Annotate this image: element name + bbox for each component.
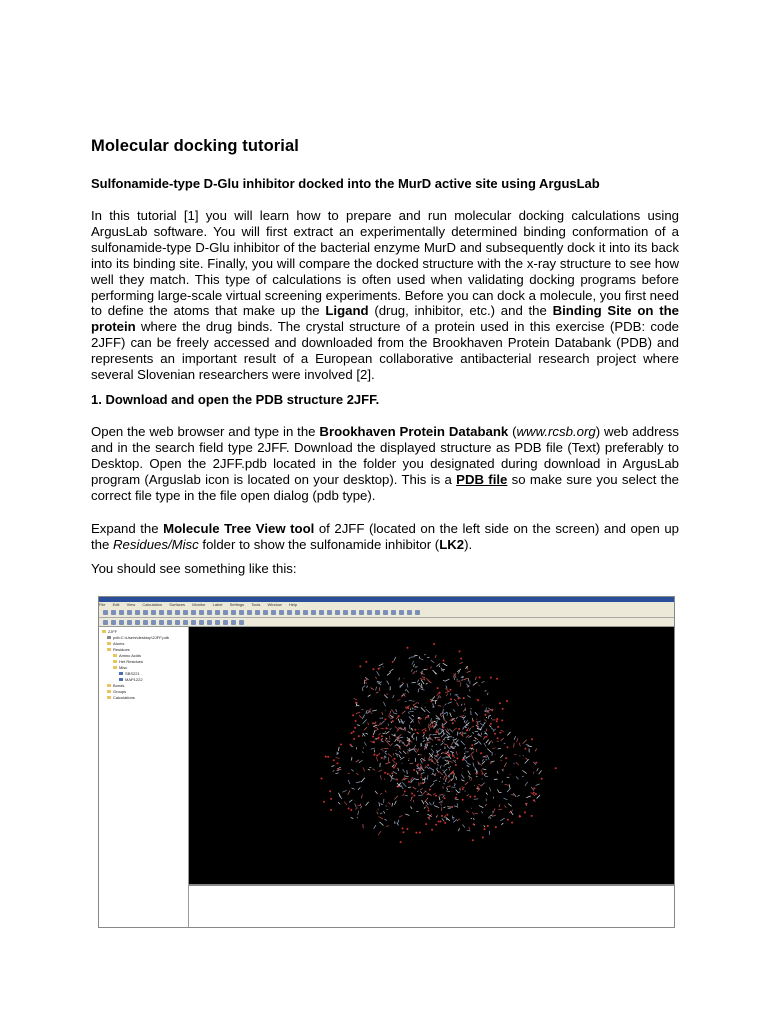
toolbar-button-icon bbox=[111, 610, 116, 615]
toolbar-button-icon bbox=[271, 610, 276, 615]
toolbar-button-icon bbox=[263, 610, 268, 615]
toolbar-button-icon bbox=[167, 620, 172, 625]
toolbar-button-icon bbox=[375, 610, 380, 615]
toolbar-button-icon bbox=[303, 610, 308, 615]
protein-structure-render bbox=[189, 627, 674, 884]
tree-item: Het Residues bbox=[113, 659, 143, 664]
menu-item: Monitor bbox=[192, 602, 206, 607]
toolbar-button-icon bbox=[327, 610, 332, 615]
toolbar-button-icon bbox=[335, 610, 340, 615]
toolbar-button-icon bbox=[223, 610, 228, 615]
toolbar-button-icon bbox=[215, 620, 220, 625]
toolbar-button-icon bbox=[159, 610, 164, 615]
toolbar-button-icon bbox=[279, 610, 284, 615]
intro-paragraph: In this tutorial [1] you will learn how to prepare and run molecular docking calculations using ArgusLab software. You will first extract an experimentally determined binding conformation of a sulfonamide-type D-Glu inhibitor of the bacterial enzyme MurD and subsequently dock it into its back into its binding site. Finally, you will compare the docked structure with the x-ray structure to see how well they match. This type of calculations is often used when validating docking programs before performing large-scale virtual screening experiments. Before you can dock a molecule, you first need to define the atoms that make up the Ligand (drug, inhibitor, etc.) and the Binding Site on the protein where the drug binds. The crystal structure of a protein used in this exercise (PDB: code 2JFF) can be freely accessed and downloaded from the Brookhaven Protein Databank (PDB) and represents an important result of a European collaborative antibacterial research project where several Slovenian researchers were involved [2]. bbox=[91, 208, 679, 383]
menu-item: Help bbox=[288, 602, 298, 607]
toolbar-button-icon bbox=[399, 610, 404, 615]
toolbar-button-icon bbox=[183, 620, 188, 625]
tree-item: Groups bbox=[107, 689, 126, 694]
toolbar-button-icon bbox=[407, 610, 412, 615]
toolbar-button-icon bbox=[239, 610, 244, 615]
toolbar-button-icon bbox=[247, 610, 252, 615]
toolbar-main bbox=[99, 608, 674, 618]
toolbar-button-icon bbox=[415, 610, 420, 615]
toolbar-button-icon bbox=[143, 610, 148, 615]
expand-paragraph: Expand the Molecule Tree View tool of 2JFF (located on the left side on the screen) and open up the Residues/Misc folder to show the sulfonamide inhibitor (LK2). bbox=[91, 521, 680, 552]
menu-item: Settings bbox=[229, 602, 245, 607]
toolbar-button-icon bbox=[295, 610, 300, 615]
menu-item: Calculation bbox=[142, 602, 163, 607]
tree-item: Misc bbox=[113, 665, 127, 670]
toolbar-button-icon bbox=[119, 610, 124, 615]
toolbar-button-icon bbox=[383, 610, 388, 615]
page-title: Molecular docking tutorial bbox=[91, 137, 299, 155]
toolbar-button-icon bbox=[127, 620, 132, 625]
see-caption: You should see something like this: bbox=[91, 561, 297, 576]
toolbar-secondary bbox=[99, 618, 674, 627]
output-pane bbox=[189, 884, 674, 928]
toolbar-button-icon bbox=[199, 620, 204, 625]
toolbar-button-icon bbox=[135, 620, 140, 625]
toolbar-button-icon bbox=[191, 610, 196, 615]
toolbar-button-icon bbox=[223, 620, 228, 625]
menu-item: Surfaces bbox=[169, 602, 186, 607]
tree-item: pdb:C:\Users\desktop\2JFF.pdb bbox=[107, 635, 169, 640]
toolbar-button-icon bbox=[127, 610, 132, 615]
binding-site-term: Binding Site on the protein bbox=[91, 303, 679, 335]
toolbar-button-icon bbox=[231, 620, 236, 625]
menu-item: Window bbox=[267, 602, 282, 607]
toolbar-button-icon bbox=[367, 610, 372, 615]
tree-item: Amino Acids bbox=[113, 653, 141, 658]
protein-wireframe bbox=[321, 643, 557, 843]
subtitle: Sulfonamide-type D-Glu inhibitor docked into the MurD active site using ArgusLab bbox=[91, 176, 600, 191]
toolbar-button-icon bbox=[255, 610, 260, 615]
pdb-file-term: PDB file bbox=[456, 471, 508, 487]
toolbar-button-icon bbox=[175, 620, 180, 625]
download-paragraph: Open the web browser and type in the Brookhaven Protein Databank (www.rcsb.org) web address and in the search field type 2JFF. Download the displayed structure as PDB file (Text) preferably to Desktop. Open the 2JFF.pdb located in the folder you designated during download in ArgusLab program (Arguslab icon is located on your desktop). This is a PDB file so make sure you select the correct file type in the file open dialog (pdb type). bbox=[91, 424, 680, 503]
toolbar-button-icon bbox=[183, 610, 188, 615]
toolbar-button-icon bbox=[143, 620, 148, 625]
toolbar-button-icon bbox=[231, 610, 236, 615]
tree-item: MAP1222 bbox=[119, 677, 143, 682]
tree-item: Bonds bbox=[107, 683, 124, 688]
menu-item: File bbox=[99, 602, 106, 607]
tree-item: 2JFF bbox=[102, 629, 117, 634]
toolbar-button-icon bbox=[343, 610, 348, 615]
ligand-term: Ligand bbox=[325, 303, 369, 319]
toolbar-button-icon bbox=[287, 610, 292, 615]
section-heading: 1. Download and open the PDB structure 2JFF. bbox=[91, 392, 380, 407]
menu-item: View bbox=[126, 602, 136, 607]
toolbar-button-icon bbox=[199, 610, 204, 615]
toolbar-button-icon bbox=[119, 620, 124, 625]
tree-item: SBS221 bbox=[119, 671, 140, 676]
toolbar-button-icon bbox=[311, 610, 316, 615]
toolbar-button-icon bbox=[359, 610, 364, 615]
tree-item: Calculations bbox=[107, 695, 135, 700]
toolbar-button-icon bbox=[103, 610, 108, 615]
toolbar-button-icon bbox=[175, 610, 180, 615]
toolbar-button-icon bbox=[151, 610, 156, 615]
toolbar-button-icon bbox=[135, 610, 140, 615]
toolbar-button-icon bbox=[159, 620, 164, 625]
toolbar-button-icon bbox=[215, 610, 220, 615]
toolbar-button-icon bbox=[207, 620, 212, 625]
menu-item: Tools bbox=[251, 602, 261, 607]
menu-item: Label bbox=[212, 602, 223, 607]
toolbar-button-icon bbox=[167, 610, 172, 615]
molecule-3d-viewer bbox=[189, 627, 674, 884]
toolbar-button-icon bbox=[191, 620, 196, 625]
tree-item: Atoms bbox=[107, 641, 124, 646]
tree-item: Residues bbox=[107, 647, 130, 652]
rcsb-url: www.rcsb.org bbox=[516, 424, 596, 439]
toolbar-button-icon bbox=[391, 610, 396, 615]
toolbar-button-icon bbox=[111, 620, 116, 625]
molecule-tree-view bbox=[99, 627, 189, 927]
toolbar-button-icon bbox=[319, 610, 324, 615]
menu-item: Edit bbox=[112, 602, 120, 607]
toolbar-button-icon bbox=[207, 610, 212, 615]
toolbar-button-icon bbox=[151, 620, 156, 625]
toolbar-button-icon bbox=[103, 620, 108, 625]
arguslab-screenshot bbox=[98, 596, 675, 928]
toolbar-button-icon bbox=[351, 610, 356, 615]
toolbar-button-icon bbox=[239, 620, 244, 625]
